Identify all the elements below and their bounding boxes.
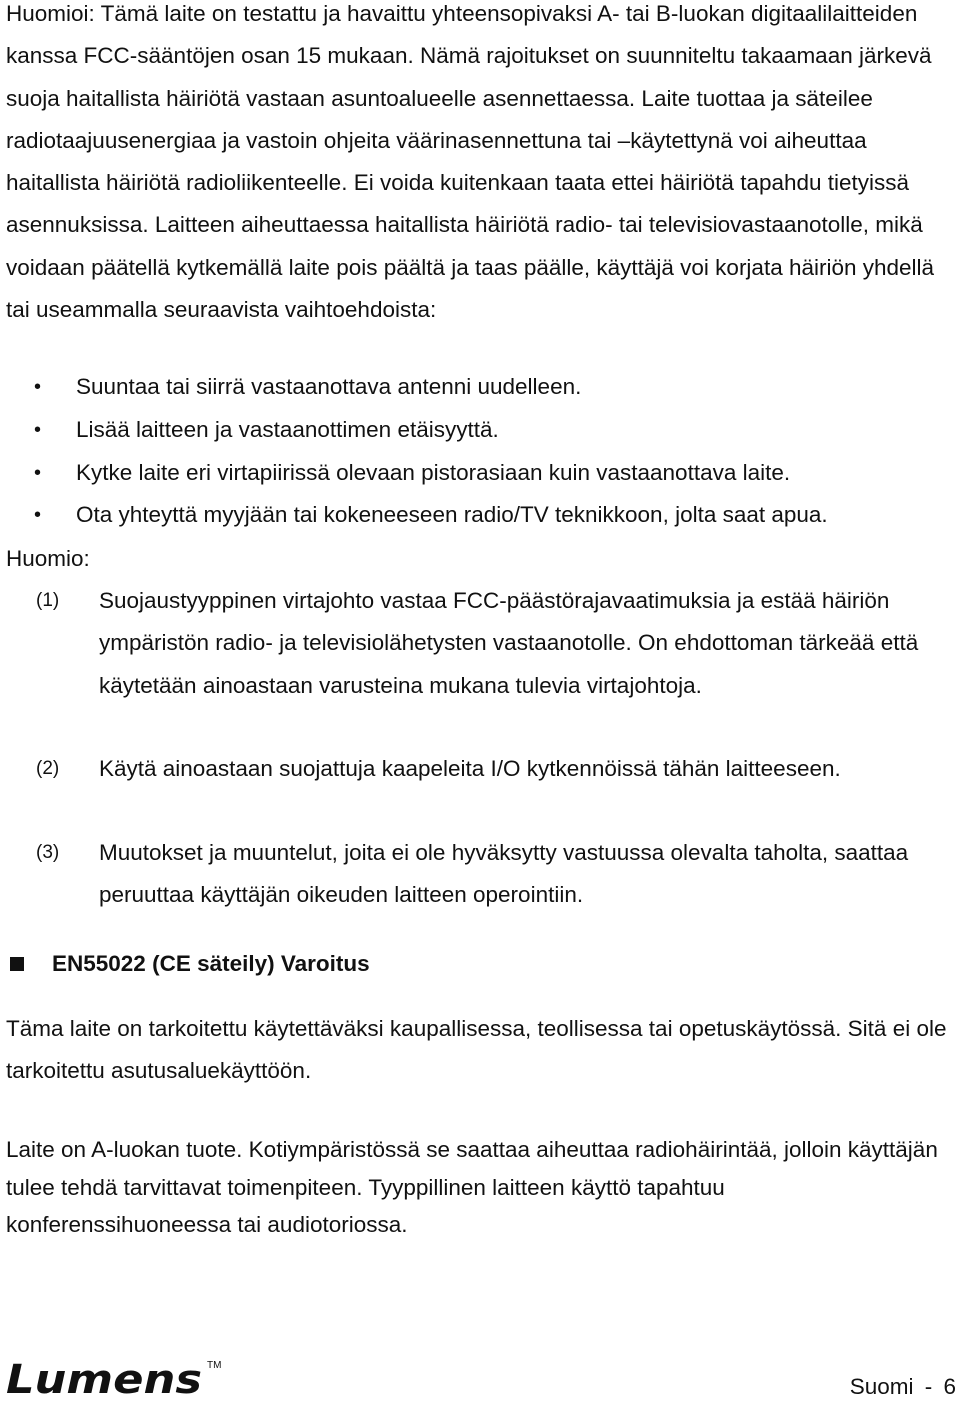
bullet-text: Suuntaa tai siirrä vastaanottava antenni uudelleen. — [76, 374, 582, 399]
square-bullet-icon — [10, 957, 24, 971]
bullet-text: Ota yhteyttä myyjään tai kokeneeseen radio/TV teknikkoon, jolta saat apua. — [76, 502, 828, 528]
item-text: Suojaustyyppinen virtajohto vastaa FCC-päästörajavaatimuksia ja estää häiriön ympäristön radio- ja televisiolähetysten vastaanotolle. On ehdottoman tärkeää että käytetään ainoastaan varusteina mukana tulevia virtajohtoja. — [99, 588, 919, 698]
item-number: (2) — [36, 758, 60, 779]
bullet-icon: • — [34, 504, 42, 527]
bullet-text: Kytke laite eri virtapiirissä olevaan pistorasiaan kuin vastaanottava laite. — [76, 459, 791, 485]
logo-wordmark: Lumens — [6, 1357, 202, 1400]
item-number: (1) — [36, 590, 60, 611]
item-number: (3) — [36, 842, 60, 863]
section-heading-text: EN55022 (CE säteily) Varoitus — [52, 951, 370, 976]
list-item — [0, 452, 960, 495]
item-text: Käytä ainoastaan suojattuja kaapeleita I/O kytkennöissä tähän laitteeseen. — [99, 756, 841, 781]
page-number: Suomi - 6 — [849, 1374, 956, 1399]
list-item — [0, 409, 960, 452]
section-heading — [0, 943, 960, 985]
logo-trademark: TM — [207, 1360, 222, 1371]
bullet-icon: • — [34, 418, 42, 441]
fcc-bullet-list — [0, 366, 960, 537]
bullet-icon: • — [34, 461, 42, 484]
bullet-icon: • — [34, 376, 42, 398]
huomio-label: Huomio: — [6, 546, 90, 571]
lumens-logo — [4, 1352, 226, 1400]
bullet-text: Lisää laitteen ja vastaanottimen etäisyyttä. — [76, 416, 499, 442]
en55022-paragraph-1: Täma laite on tarkoitettu käytettäväksi kaupallisessa, teollisessa tai opetuskäytössä. Sitä ei ole tarkoitettu asutusaluekäyttöön. — [6, 1016, 947, 1084]
list-item — [0, 366, 960, 409]
list-item — [0, 494, 960, 537]
fcc-paragraph: Huomioi: Tämä laite on testattu ja havaittu yhteensopivaksi A- tai B-luokan digitaalilaitteiden kanssa FCC-sääntöjen osan 15 mukaan. Nämä rajoitukset on suunniteltu takaamaan järkevä suoja haitallista häiriötä vastaan asuntoalueelle asennettaessa. Laite tuottaa ja säteilee radiotaajuusenergiaa ja vastoin ohjeita väärinasennettuna tai –käytettynä voi aiheuttaa haitallista häiriötä radioliikenteelle. Ei voida kuitenkaan taata ettei häiriötä tapahdu tietyissä asennuksissa. Laitteen aiheuttaessa haitallista häiriötä radio- tai televisiovastaanotolle, mikä voidaan päätellä kytkemällä laite pois päältä ja taas päälle, käyttäjä voi korjata häiriön yhdellä tai useammalla seuraavista vaihtoehdoista: — [6, 1, 935, 323]
en55022-paragraph-2: Laite on A-luokan tuote. Kotiympäristössä se saattaa aiheuttaa radiohäirintää, jolloin käyttäjän tulee tehdä tarvittavat toimenpiteen. Tyyppillinen laitteen käyttö tapahtuu konferenssihuoneessa tai audiotoriossa. — [6, 1137, 938, 1237]
item-text: Muutokset ja muuntelut, joita ei ole hyväksytty vastuussa olevalta taholta, saattaa peruuttaa käyttäjän oikeuden laitteen operointiin. — [99, 840, 909, 908]
